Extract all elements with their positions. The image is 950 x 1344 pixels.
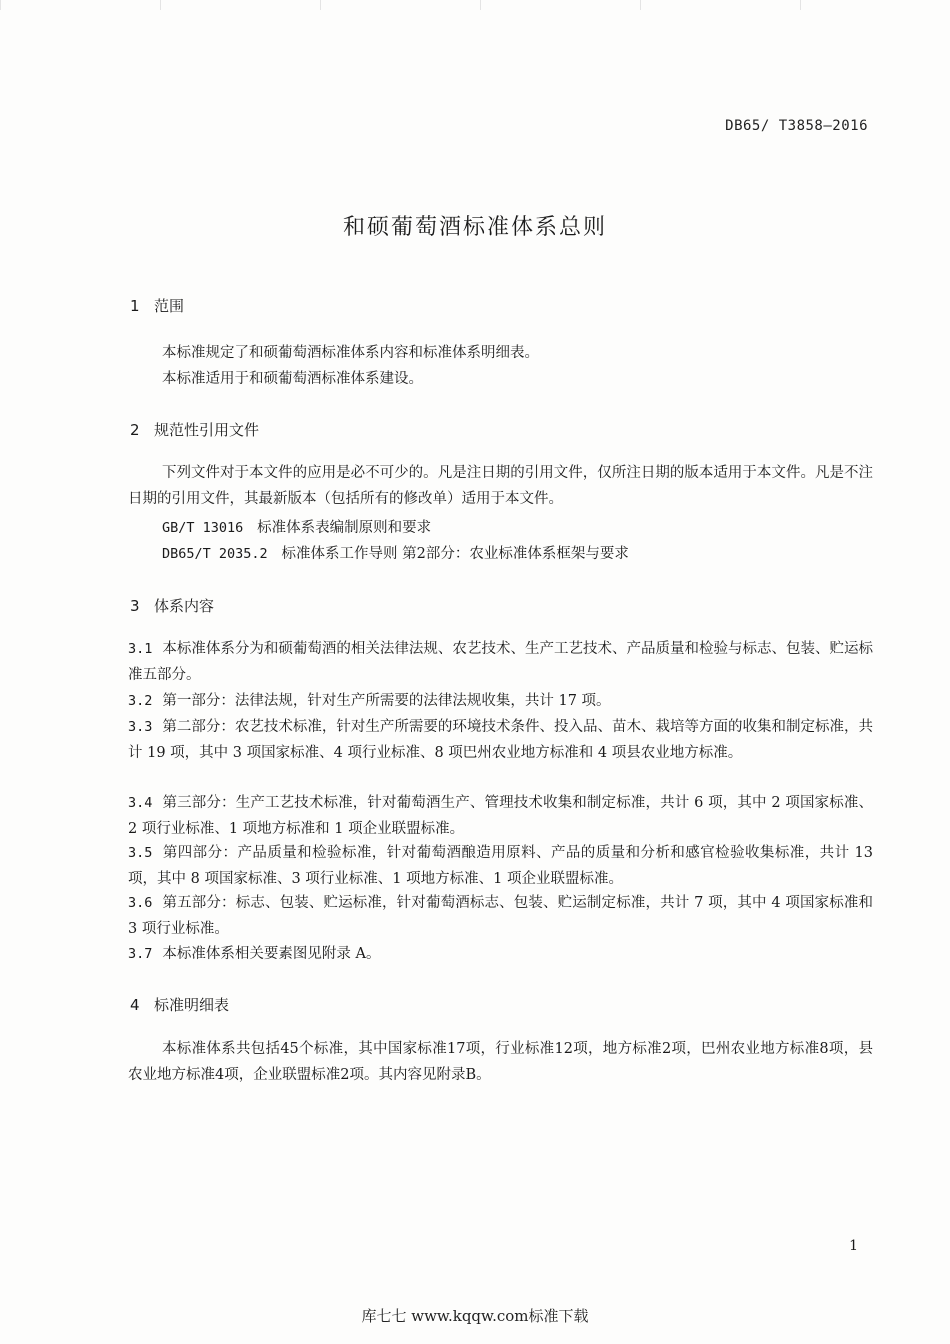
section-title: 范围 [154, 297, 185, 315]
scan-top-strip [0, 0, 950, 10]
page-number: 1 [849, 1238, 858, 1254]
footer-watermark: 库七七 www.kqqw.com标准下载 [361, 1307, 589, 1325]
clause-text: 本标准体系相关要素图见附录 A。 [162, 946, 381, 962]
document-title: 和硕葡萄酒标准体系总则 [342, 215, 607, 240]
references-paragraph: 下列文件对于本文件的应用是必不可少的。凡是注日期的引用文件，仅所注日期的版本适用于本文件。凡是不注日期的引用文件，其最新版本（包括所有的修改单）适用于本文件。 [128, 465, 873, 507]
clause-text: 第三部分：生产工艺技术标准，针对葡萄酒生产、管理技术收集和制定标准，共计 6 项，其中 2 项国家标准、2 项行业标准、1 项地方标准和 1 项企业联盟标准。 [128, 795, 873, 837]
clause-3-2 [128, 688, 873, 714]
clause-3-5 [128, 840, 873, 892]
clause-text: 第二部分：农艺技术标准，针对生产所需要的环境技术条件、投入品、苗木、栽培等方面的收集和制定标准，共计 19 项，其中 3 项国家标准、4 项行业标准、8 项巴州农业地方标准和 4 项县农业地方标准。 [128, 719, 873, 761]
clause-number: 3.3 [128, 719, 153, 735]
clause-3-7 [128, 941, 873, 967]
reference-title: 标准体系表编制原则和要求 [257, 520, 432, 536]
standards-list-paragraph: 本标准体系共包括45个标准，其中国家标准17项，行业标准12项，地方标准2项，巴州农业地方标准8项，县农业地方标准4项，企业联盟标准2项。其内容见附录B。 [128, 1041, 873, 1083]
section-4-heading [130, 994, 229, 1015]
section-number: 3 [130, 597, 140, 615]
scope-line-1: 本标准规定了和硕葡萄酒标准体系内容和标准体系明细表。 [162, 345, 539, 361]
standard-code: DB65/ T3858—2016 [725, 118, 868, 134]
section-1-heading [130, 295, 184, 316]
section-number: 2 [130, 421, 140, 439]
scope-line-2: 本标准适用于和硕葡萄酒标准体系建设。 [162, 371, 423, 387]
reference-code: DB65/T 2035.2 [162, 546, 268, 562]
section-title: 规范性引用文件 [154, 421, 260, 439]
reference-item [162, 542, 629, 563]
section-3-heading [130, 595, 214, 616]
clause-number: 3.5 [128, 845, 153, 861]
clause-number: 3.1 [128, 641, 153, 657]
section-number: 1 [130, 297, 140, 315]
clause-number: 3.2 [128, 693, 153, 709]
clause-text: 本标准体系分为和硕葡萄酒的相关法律法规、农艺技术、生产工艺技术、产品质量和检验与标志、包装、贮运标准五部分。 [128, 641, 873, 683]
section-title: 标准明细表 [154, 996, 230, 1014]
section-2-heading [130, 419, 259, 440]
clause-3-3 [128, 714, 873, 766]
clause-number: 3.6 [128, 895, 153, 911]
clause-text: 第四部分：产品质量和检验标准，针对葡萄酒酿造用原料、产品的质量和分析和感官检验收集标准，共计 13 项，其中 8 项国家标准、3 项行业标准、1 项地方标准、1 项企业联盟标准。 [128, 845, 873, 887]
section-number: 4 [130, 996, 140, 1014]
clause-3-1 [128, 636, 873, 688]
reference-title: 标准体系工作导则 第2部分：农业标准体系框架与要求 [281, 546, 629, 562]
clause-text: 第五部分：标志、包装、贮运标准，针对葡萄酒标志、包装、贮运制定标准，共计 7 项，其中 4 项国家标准和 3 项行业标准。 [128, 895, 873, 937]
reference-code: GB/T 13016 [162, 520, 244, 536]
clause-3-4 [128, 790, 873, 842]
clause-number: 3.4 [128, 795, 153, 811]
clause-text: 第一部分：法律法规，针对生产所需要的法律法规收集，共计 17 项。 [162, 693, 611, 709]
clause-3-6 [128, 890, 873, 942]
reference-item [162, 516, 431, 537]
clause-number: 3.7 [128, 946, 153, 962]
section-title: 体系内容 [154, 597, 215, 615]
